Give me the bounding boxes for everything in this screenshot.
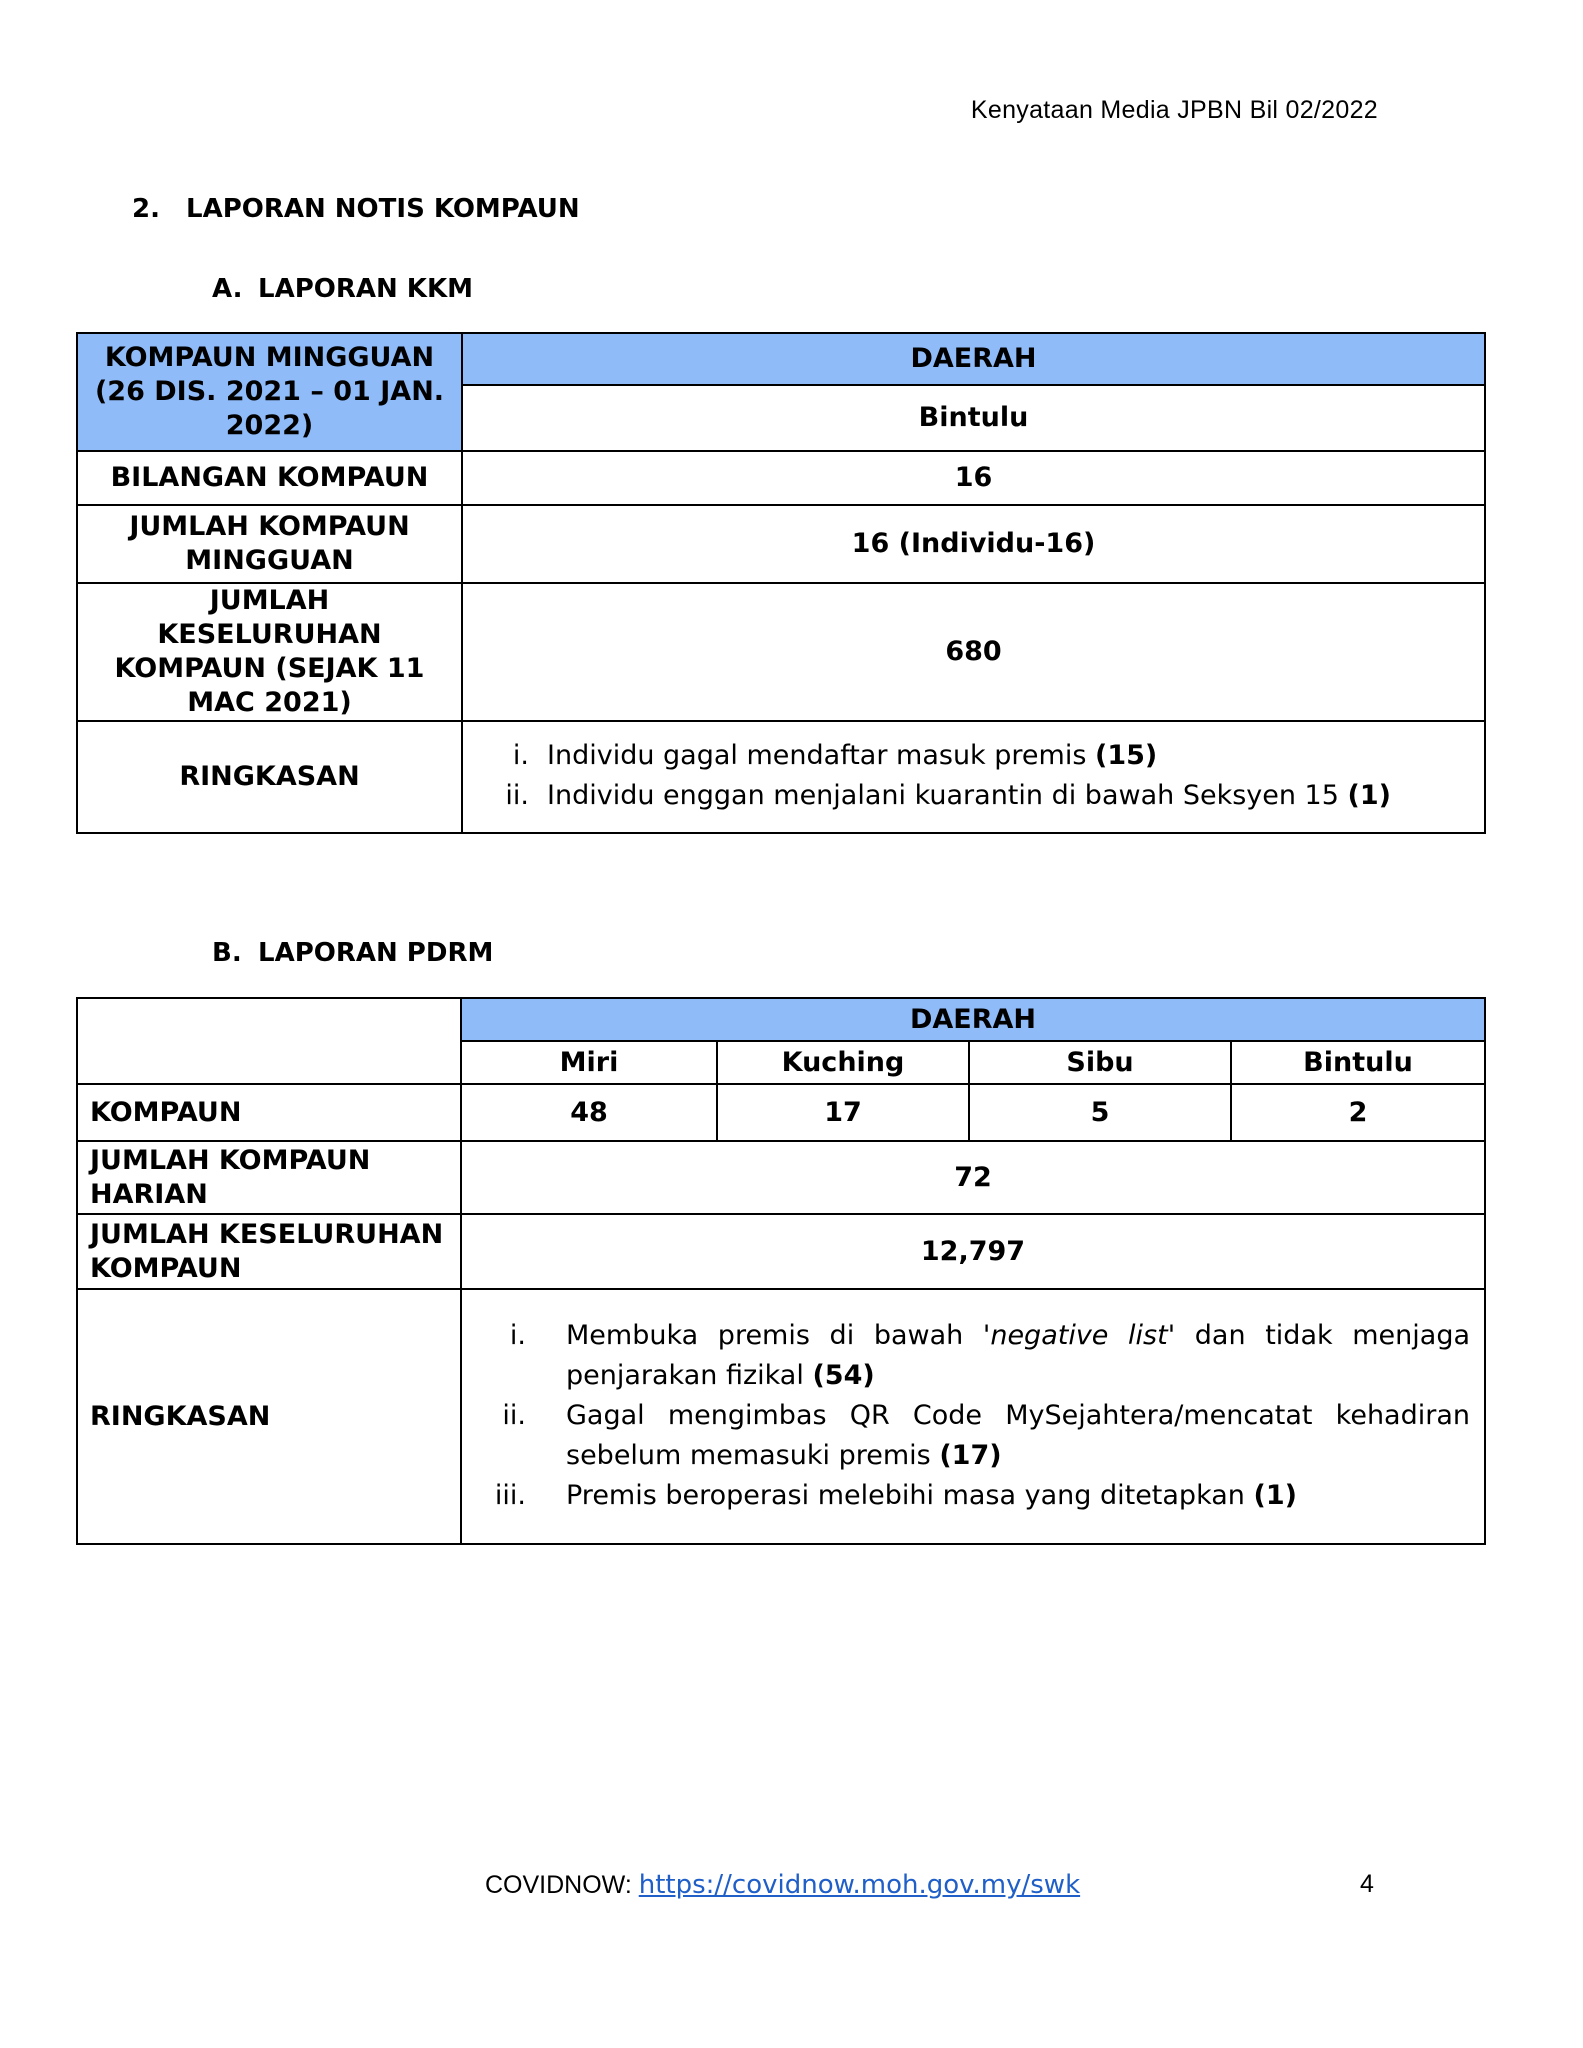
list-item	[463, 736, 1470, 776]
pdrm-heading	[212, 938, 493, 968]
pdrm-jumlah-keseluruhan-value: 12,797	[461, 1214, 1485, 1289]
summary-count: (15)	[1095, 740, 1158, 771]
summary-text: Gagal mengimbas QR Code MySejahtera/mencatat kehadiran sebelum memasuki premis	[566, 1399, 1470, 1471]
summary-text: Individu gagal mendaftar masuk premis	[547, 740, 1087, 771]
summary-count: (1)	[1347, 780, 1391, 811]
kkm-daerah-header: DAERAH	[462, 333, 1485, 385]
pdrm-summary-cell	[461, 1289, 1485, 1544]
list-number: i.	[509, 1319, 526, 1351]
list-item	[462, 1316, 1470, 1396]
pdrm-kompaun-kuching: 17	[717, 1084, 969, 1141]
summary-text: Membuka premis di bawah	[566, 1319, 964, 1351]
covidnow-link[interactable]: https://covidnow.moh.gov.my/swk	[638, 1870, 1081, 1900]
list-number: i.	[512, 740, 529, 771]
list-number: ii.	[505, 780, 529, 811]
list-number: iii.	[494, 1479, 526, 1511]
summary-italic: 'negative list'	[982, 1319, 1176, 1351]
summary-count: (17)	[939, 1439, 1002, 1471]
kkm-summary-list	[463, 736, 1484, 816]
pdrm-kompaun-sibu: 5	[969, 1084, 1231, 1141]
pdrm-ringkasan-label: RINGKASAN	[77, 1289, 461, 1544]
pdrm-daerah-header: DAERAH	[461, 998, 1485, 1041]
pdrm-jumlah-keseluruhan-label: JUMLAH KESELURUHAN KOMPAUN	[77, 1214, 461, 1289]
list-item	[463, 776, 1470, 816]
section-title: LAPORAN NOTIS KOMPAUN	[186, 194, 580, 224]
kkm-jumlah-mingguan-value: 16 (Individu-16)	[462, 505, 1485, 583]
pdrm-letter: B.	[212, 938, 242, 968]
pdrm-table	[76, 997, 1486, 1545]
kkm-jumlah-keseluruhan-label: JUMLAH KESELURUHAN KOMPAUN (SEJAK 11 MAC 2021)	[77, 583, 462, 721]
pdrm-summary-list	[462, 1316, 1484, 1516]
summary-text: dan tidak menjaga penjarakan fizikal	[566, 1319, 1471, 1391]
footer-label: COVIDNOW:	[485, 1871, 632, 1899]
pdrm-empty-corner	[77, 998, 461, 1084]
pdrm-title: LAPORAN PDRM	[258, 938, 494, 968]
kkm-jumlah-mingguan-label: JUMLAH KOMPAUN MINGGUAN	[77, 505, 462, 583]
pdrm-jumlah-harian-value: 72	[461, 1141, 1485, 1214]
summary-text: Premis beroperasi melebihi masa yang ditetapkan	[566, 1479, 1245, 1511]
pdrm-kompaun-bintulu: 2	[1231, 1084, 1485, 1141]
summary-count: (54)	[812, 1359, 875, 1391]
pdrm-district-bintulu: Bintulu	[1231, 1041, 1485, 1084]
kkm-bilangan-value: 16	[462, 451, 1485, 505]
document-header: Kenyataan Media JPBN Bil 02/2022	[970, 96, 1378, 124]
pdrm-district-kuching: Kuching	[717, 1041, 969, 1084]
summary-text: Individu enggan menjalani kuarantin di bawah Seksyen 15	[547, 780, 1339, 811]
page-number: 4	[1360, 1870, 1374, 1898]
pdrm-jumlah-harian-label: JUMLAH KOMPAUN HARIAN	[77, 1141, 461, 1214]
kkm-corner-header: KOMPAUN MINGGUAN (26 DIS. 2021 – 01 JAN. 2022)	[77, 333, 462, 451]
list-item	[462, 1476, 1470, 1516]
pdrm-district-miri: Miri	[461, 1041, 717, 1084]
pdrm-district-sibu: Sibu	[969, 1041, 1231, 1084]
kkm-title: LAPORAN KKM	[258, 274, 473, 304]
kkm-jumlah-keseluruhan-value: 680	[462, 583, 1485, 721]
section-heading	[132, 194, 580, 224]
pdrm-kompaun-miri: 48	[461, 1084, 717, 1141]
kkm-summary-cell	[462, 721, 1485, 833]
kkm-letter: A.	[212, 274, 243, 304]
kkm-table	[76, 332, 1486, 834]
kkm-heading	[212, 274, 473, 304]
kkm-ringkasan-label: RINGKASAN	[77, 721, 462, 833]
kkm-bilangan-label: BILANGAN KOMPAUN	[77, 451, 462, 505]
section-number: 2.	[132, 194, 160, 224]
summary-count: (1)	[1253, 1479, 1297, 1511]
list-number: ii.	[502, 1399, 526, 1431]
pdrm-kompaun-label: KOMPAUN	[77, 1084, 461, 1141]
kkm-district: Bintulu	[462, 385, 1485, 451]
list-item	[462, 1396, 1470, 1476]
